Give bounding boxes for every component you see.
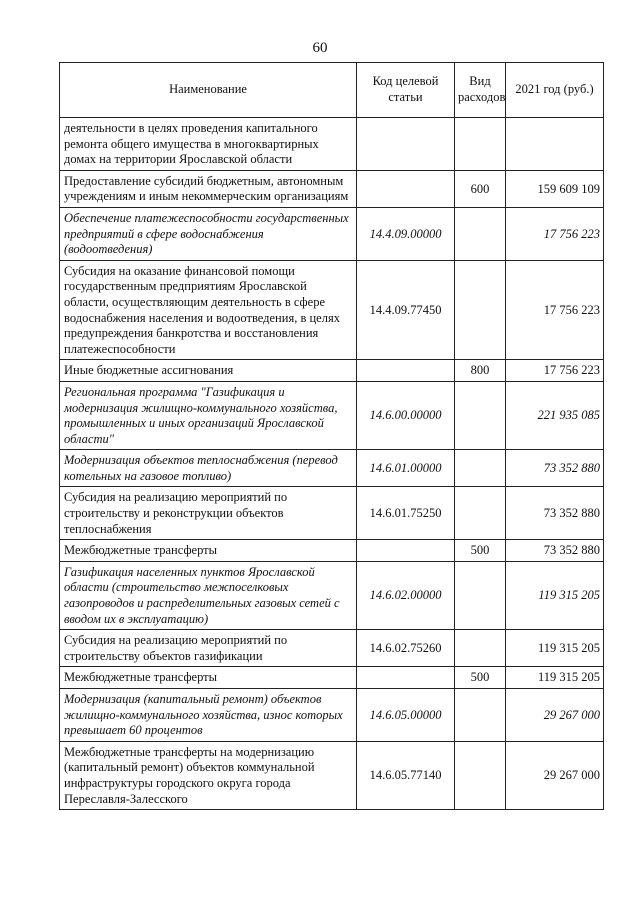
cell-type	[455, 207, 506, 260]
cell-code	[357, 667, 455, 689]
cell-type	[455, 118, 506, 171]
cell-code	[357, 540, 455, 562]
cell-type	[455, 260, 506, 360]
cell-type: 500	[455, 540, 506, 562]
table-row	[60, 487, 604, 540]
cell-code: 14.6.00.00000	[357, 381, 455, 449]
cell-sum: 29 267 000	[506, 741, 604, 809]
cell-sum: 17 756 223	[506, 260, 604, 360]
page-number: 60	[312, 40, 328, 56]
header-name: Наименование	[60, 63, 357, 118]
cell-name: Иные бюджетные ассигнования	[60, 360, 357, 382]
cell-sum: 159 609 109	[506, 170, 604, 207]
header-type: Вид расходов	[455, 63, 506, 118]
cell-code: 14.6.05.77140	[357, 741, 455, 809]
table-row	[60, 360, 604, 382]
cell-name: Предоставление субсидий бюджетным, автономным учреждениям и иным некоммерческим организациям	[60, 170, 357, 207]
cell-type	[455, 561, 506, 629]
cell-code: 14.6.01.00000	[357, 450, 455, 487]
table-row	[60, 118, 604, 171]
cell-code: 14.6.01.75250	[357, 487, 455, 540]
table-row	[60, 741, 604, 809]
cell-type	[455, 487, 506, 540]
cell-name: Субсидия на реализацию мероприятий по строительству и реконструкции объектов теплоснабжения	[60, 487, 357, 540]
header-code: Код целевой статьи	[357, 63, 455, 118]
cell-sum: 221 935 085	[506, 381, 604, 449]
cell-name: Межбюджетные трансферты	[60, 540, 357, 562]
cell-sum: 73 352 880	[506, 540, 604, 562]
table-row	[60, 381, 604, 449]
cell-code	[357, 170, 455, 207]
cell-code	[357, 118, 455, 171]
cell-name: Региональная программа "Газификация и модернизация жилищно-коммунального хозяйства, промышленных и иных организаций Ярославской области"	[60, 381, 357, 449]
cell-name: Межбюджетные трансферты на модернизацию (капитальный ремонт) объектов коммунальной инфраструктуры городского округа города Переславля-Залесского	[60, 741, 357, 809]
table-row	[60, 450, 604, 487]
budget-table	[59, 62, 604, 810]
cell-name: деятельности в целях проведения капитального ремонта общего имущества в многоквартирных домах на территории Ярославской области	[60, 118, 357, 171]
cell-code: 14.6.02.00000	[357, 561, 455, 629]
table-row	[60, 540, 604, 562]
cell-sum	[506, 118, 604, 171]
cell-type: 500	[455, 667, 506, 689]
table-row	[60, 667, 604, 689]
cell-name: Газификация населенных пунктов Ярославской области (строительство межпоселковых газопроводов и распределительных газовых сетей с вводом их в эксплуатацию)	[60, 561, 357, 629]
cell-sum: 73 352 880	[506, 450, 604, 487]
cell-sum: 119 315 205	[506, 667, 604, 689]
cell-name: Модернизация объектов теплоснабжения (перевод котельных на газовое топливо)	[60, 450, 357, 487]
cell-name: Модернизация (капитальный ремонт) объектов жилищно-коммунального хозяйства, износ которых превышает 60 процентов	[60, 689, 357, 742]
table-row	[60, 260, 604, 360]
cell-code: 14.4.09.00000	[357, 207, 455, 260]
cell-sum: 29 267 000	[506, 689, 604, 742]
cell-sum: 73 352 880	[506, 487, 604, 540]
cell-name: Обеспечение платежеспособности государственных предприятий в сфере водоснабжения (водоотведения)	[60, 207, 357, 260]
cell-code: 14.6.05.00000	[357, 689, 455, 742]
cell-code	[357, 360, 455, 382]
table-row	[60, 689, 604, 742]
header-sum: 2021 год (руб.)	[506, 63, 604, 118]
cell-sum: 17 756 223	[506, 360, 604, 382]
cell-sum: 119 315 205	[506, 630, 604, 667]
cell-type	[455, 450, 506, 487]
cell-sum: 17 756 223	[506, 207, 604, 260]
table-row	[60, 207, 604, 260]
cell-name: Субсидия на реализацию мероприятий по строительству объектов газификации	[60, 630, 357, 667]
cell-name: Межбюджетные трансферты	[60, 667, 357, 689]
cell-type	[455, 630, 506, 667]
cell-type: 800	[455, 360, 506, 382]
table-row	[60, 630, 604, 667]
cell-type: 600	[455, 170, 506, 207]
cell-name: Субсидия на оказание финансовой помощи государственным предприятиям Ярославской области, осуществляющим деятельность в сфере водоснабжения населения и водоотведения, в целях предупреждения банкротства и восстановления платежеспособности	[60, 260, 357, 360]
cell-code: 14.6.02.75260	[357, 630, 455, 667]
table-row	[60, 170, 604, 207]
table-body	[60, 118, 604, 810]
cell-type	[455, 689, 506, 742]
table-header-row	[60, 63, 604, 118]
table-row	[60, 561, 604, 629]
cell-type	[455, 741, 506, 809]
cell-code: 14.4.09.77450	[357, 260, 455, 360]
cell-type	[455, 381, 506, 449]
cell-sum: 119 315 205	[506, 561, 604, 629]
